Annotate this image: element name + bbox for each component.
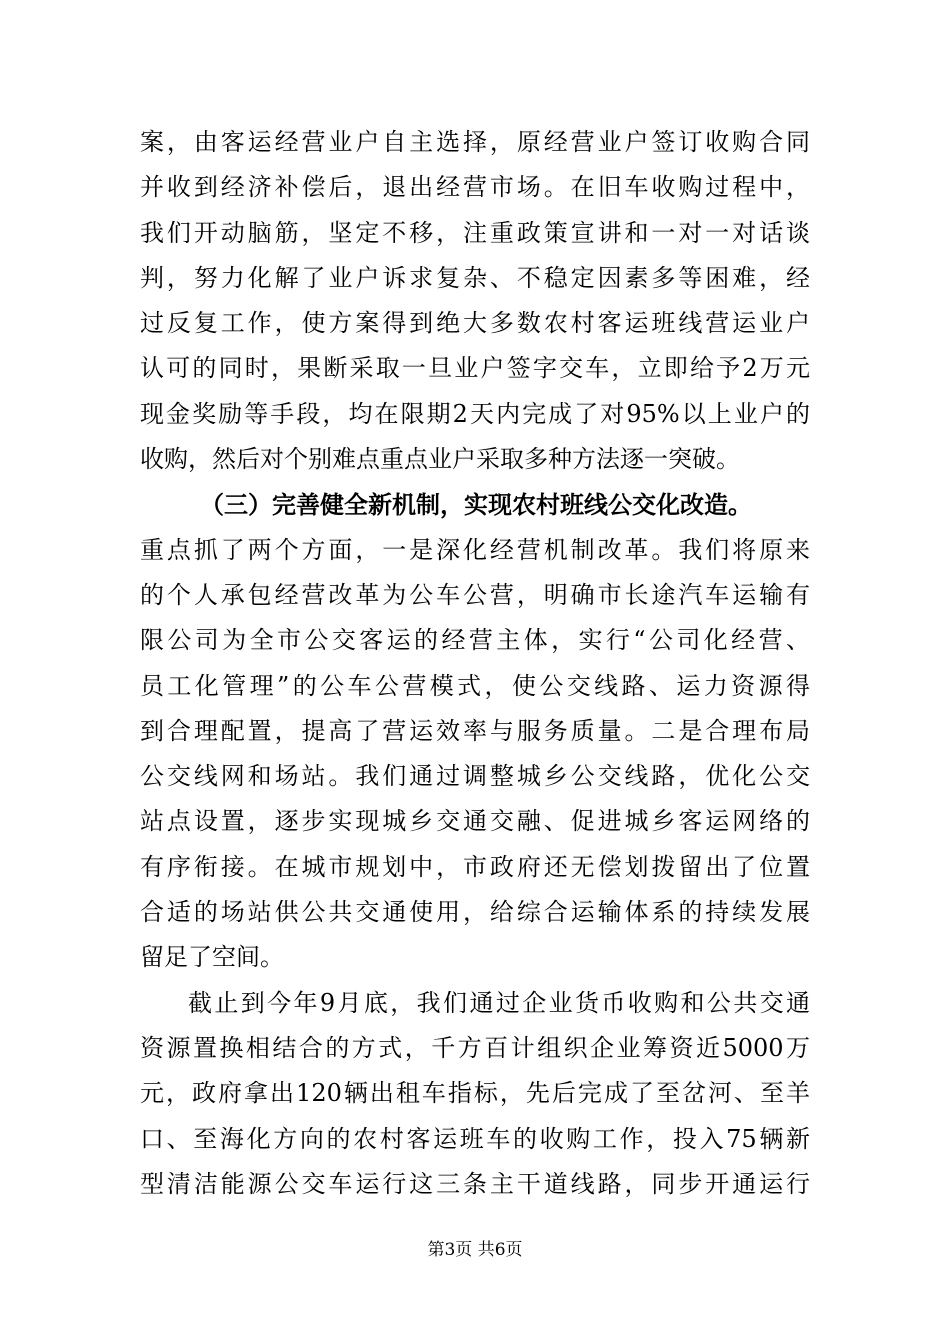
text-line: 我们开动脑筋，坚定不移，注重政策宣讲和一对一对话谈 [140,218,810,247]
text-line: 判，努力化解了业户诉求复杂、不稳定因素多等困难，经 [140,263,810,292]
text-line: 过反复工作，使方案得到绝大多数农村客运班线营运业户 [140,309,810,338]
page-footer [0,1238,950,1262]
text-line: 现金奖励等手段，均在限期2天内完成了对95%以上业户的 [140,399,810,428]
text-line: 案，由客运经营业户自主选择，原经营业户签订收购合同 [140,128,810,156]
text-line: 留足了空间。 [140,943,284,972]
text-line: 认可的同时，果断采取一旦业户签字交车，立即给予2万元 [140,354,810,383]
text-line: 员工化管理”的公车公营模式，使公交线路、运力资源得 [140,671,810,700]
text-line: 型清洁能源公交车运行这三条主干道线路，同步开通运行 [140,1169,810,1198]
text-line: 公交线网和场站。我们通过调整城乡公交线路，优化公交 [140,762,810,791]
page-number: 第3页 共6页 [427,1240,523,1260]
body-text [140,120,810,1207]
text-line: 资源置换相结合的方式，千方百计组织企业筹资近5000万 [140,1033,810,1062]
text-line: 限公司为全市公交客运的经营主体，实行“公司化经营、 [140,626,810,655]
text-line: 有序衔接。在城市规划中，市政府还无偿划拨留出了位置 [140,852,810,881]
text-line: 站点设置，逐步实现城乡交通交融、促进城乡客运网络的 [140,807,810,836]
text-line: 合适的场站供公共交通使用，给综合运输体系的持续发展 [140,898,810,927]
text-line: 重点抓了两个方面，一是深化经营机制改革。我们将原来 [140,535,810,564]
text-line: 截止到今年9月底，我们通过企业货币收购和公共交通 [188,988,810,1017]
text-line: 元，政府拿出120辆出租车指标，先后完成了至岔河、至羊 [140,1079,810,1108]
text-line: 的个人承包经营改革为公车公营，明确市长途汽车运输有 [140,580,810,609]
section-heading: （三）完善健全新机制，实现农村班线公交化改造。 [200,490,752,520]
text-line: 到合理配置，提高了营运效率与服务质量。二是合理布局 [140,716,810,745]
text-line: 收购，然后对个别难点重点业户采取多种方法逐一突破。 [140,445,740,474]
text-line: 口、至海化方向的农村客运班车的收购工作，投入75辆新 [140,1124,810,1153]
text-line: 并收到经济补偿后，退出经营市场。在旧车收购过程中， [140,173,810,202]
